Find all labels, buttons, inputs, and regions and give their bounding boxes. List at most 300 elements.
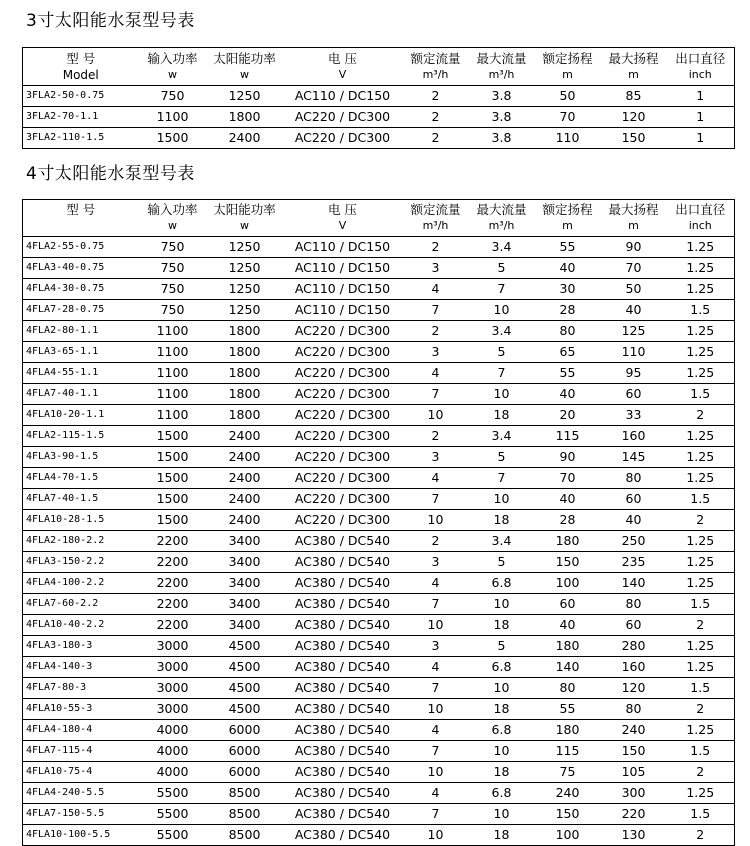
unit-model: [23, 218, 139, 237]
cell-rated-head: 100: [535, 573, 601, 594]
cell-max-flow: 10: [469, 678, 535, 699]
cell-input-power: 750: [139, 300, 207, 321]
cell-max-head: 95: [601, 363, 667, 384]
cell-rated-head: 115: [535, 426, 601, 447]
unit-rated-head: m: [562, 68, 573, 81]
cell-rated-flow: 3: [403, 342, 469, 363]
cell-outlet-diameter: 1.25: [667, 426, 735, 447]
unit-solar-power: w: [240, 68, 249, 81]
cell-solar-power: 6000: [207, 741, 283, 762]
cell-model: 4FLA10-20-1.1: [23, 405, 139, 426]
cell-max-flow: 3.8: [469, 107, 535, 128]
cell-rated-head: 110: [535, 128, 601, 149]
table-header: [23, 200, 735, 237]
table-row: [23, 86, 735, 107]
unit-rated-flow: m³/h: [422, 68, 449, 81]
header-max-head: 最大扬程: [608, 51, 659, 66]
cell-rated-head: 70: [535, 107, 601, 128]
table-row: [23, 510, 735, 531]
cell-solar-power: 6000: [207, 720, 283, 741]
cell-input-power: 1100: [139, 405, 207, 426]
cell-input-power: 3000: [139, 699, 207, 720]
cell-input-power: 2200: [139, 552, 207, 573]
cell-model: 4FLA7-80-3: [23, 678, 139, 699]
cell-solar-power: 1250: [207, 300, 283, 321]
cell-voltage: AC380 / DC540: [283, 615, 403, 636]
cell-outlet-diameter: 1.25: [667, 363, 735, 384]
cell-max-head: 60: [601, 615, 667, 636]
cell-input-power: 1500: [139, 447, 207, 468]
unit-max-head: m: [628, 68, 639, 81]
cell-voltage: AC220 / DC300: [283, 426, 403, 447]
cell-input-power: 4000: [139, 762, 207, 783]
cell-input-power: 1500: [139, 510, 207, 531]
cell-rated-flow: 2: [403, 237, 469, 258]
table-row: [23, 615, 735, 636]
cell-voltage: AC380 / DC540: [283, 825, 403, 846]
cell-rated-flow: 3: [403, 552, 469, 573]
cell-solar-power: 4500: [207, 678, 283, 699]
cell-rated-head: 100: [535, 825, 601, 846]
cell-model: 4FLA7-60-2.2: [23, 594, 139, 615]
cell-rated-head: 115: [535, 741, 601, 762]
cell-voltage: AC220 / DC300: [283, 363, 403, 384]
cell-model: 4FLA3-65-1.1: [23, 342, 139, 363]
table-row: [23, 741, 735, 762]
cell-model: 3FLA2-110-1.5: [23, 128, 139, 149]
cell-rated-flow: 3: [403, 447, 469, 468]
cell-rated-head: 180: [535, 720, 601, 741]
table-row: [23, 699, 735, 720]
cell-rated-head: 28: [535, 510, 601, 531]
cell-voltage: AC380 / DC540: [283, 657, 403, 678]
cell-max-head: 90: [601, 237, 667, 258]
cell-rated-head: 30: [535, 279, 601, 300]
cell-model: 4FLA2-115-1.5: [23, 426, 139, 447]
cell-max-head: 40: [601, 300, 667, 321]
header-input-power: 输入功率: [147, 51, 198, 66]
table-row: [23, 594, 735, 615]
cell-outlet-diameter: 1.5: [667, 384, 735, 405]
cell-voltage: AC380 / DC540: [283, 531, 403, 552]
cell-rated-head: 55: [535, 237, 601, 258]
cell-voltage: AC110 / DC150: [283, 300, 403, 321]
unit-outlet-diameter: inch: [688, 68, 712, 81]
cell-max-flow: 3.4: [469, 426, 535, 447]
pump-model-table-4inch: [22, 199, 735, 846]
cell-voltage: AC380 / DC540: [283, 552, 403, 573]
cell-rated-head: 60: [535, 594, 601, 615]
cell-outlet-diameter: 1.25: [667, 783, 735, 804]
cell-rated-head: 75: [535, 762, 601, 783]
cell-input-power: 750: [139, 279, 207, 300]
cell-model: 4FLA2-180-2.2: [23, 531, 139, 552]
cell-outlet-diameter: 1.5: [667, 741, 735, 762]
cell-max-flow: 7: [469, 363, 535, 384]
cell-voltage: AC220 / DC300: [283, 510, 403, 531]
table-row: [23, 426, 735, 447]
cell-rated-head: 40: [535, 258, 601, 279]
cell-outlet-diameter: 1.5: [667, 678, 735, 699]
cell-input-power: 2200: [139, 615, 207, 636]
cell-rated-head: 240: [535, 783, 601, 804]
cell-solar-power: 1250: [207, 258, 283, 279]
cell-max-head: 105: [601, 762, 667, 783]
cell-voltage: AC380 / DC540: [283, 804, 403, 825]
unit-solar-power: w: [240, 219, 249, 232]
cell-voltage: AC220 / DC300: [283, 342, 403, 363]
cell-solar-power: 8500: [207, 825, 283, 846]
cell-max-flow: 7: [469, 279, 535, 300]
cell-max-head: 120: [601, 107, 667, 128]
cell-max-flow: 3.4: [469, 531, 535, 552]
table-row: [23, 258, 735, 279]
cell-model: 4FLA4-70-1.5: [23, 468, 139, 489]
cell-model: 4FLA4-55-1.1: [23, 363, 139, 384]
table-row: [23, 783, 735, 804]
cell-max-flow: 10: [469, 300, 535, 321]
cell-rated-flow: 2: [403, 321, 469, 342]
cell-max-head: 60: [601, 384, 667, 405]
cell-max-flow: 18: [469, 615, 535, 636]
cell-max-flow: 10: [469, 384, 535, 405]
header-voltage: 电 压: [328, 202, 357, 217]
cell-solar-power: 2400: [207, 489, 283, 510]
cell-input-power: 2200: [139, 573, 207, 594]
unit-rated-flow: m³/h: [422, 219, 449, 232]
cell-max-flow: 5: [469, 636, 535, 657]
cell-rated-flow: 2: [403, 86, 469, 107]
cell-max-head: 120: [601, 678, 667, 699]
cell-max-head: 40: [601, 510, 667, 531]
cell-rated-flow: 7: [403, 594, 469, 615]
table-title-4inch: 4寸太阳能水泵型号表: [26, 164, 195, 184]
cell-model: 4FLA3-40-0.75: [23, 258, 139, 279]
cell-max-head: 125: [601, 321, 667, 342]
cell-model: 4FLA7-150-5.5: [23, 804, 139, 825]
cell-max-flow: 6.8: [469, 720, 535, 741]
table-row: [23, 468, 735, 489]
cell-voltage: AC380 / DC540: [283, 636, 403, 657]
cell-input-power: 750: [139, 258, 207, 279]
cell-max-flow: 3.8: [469, 128, 535, 149]
cell-rated-flow: 4: [403, 657, 469, 678]
table-row: [23, 128, 735, 149]
cell-rated-head: 55: [535, 699, 601, 720]
cell-rated-head: 140: [535, 657, 601, 678]
cell-input-power: 4000: [139, 741, 207, 762]
cell-rated-flow: 3: [403, 636, 469, 657]
cell-outlet-diameter: 1.5: [667, 594, 735, 615]
table-row: [23, 762, 735, 783]
cell-input-power: 2200: [139, 594, 207, 615]
cell-max-flow: 10: [469, 594, 535, 615]
cell-voltage: AC110 / DC150: [283, 279, 403, 300]
cell-max-head: 130: [601, 825, 667, 846]
cell-input-power: 3000: [139, 678, 207, 699]
cell-voltage: AC110 / DC150: [283, 258, 403, 279]
cell-solar-power: 8500: [207, 804, 283, 825]
table-row: [23, 342, 735, 363]
cell-input-power: 1100: [139, 384, 207, 405]
cell-outlet-diameter: 1: [667, 128, 735, 149]
cell-model: 4FLA3-150-2.2: [23, 552, 139, 573]
cell-input-power: 1500: [139, 468, 207, 489]
header-model: 型 号: [66, 51, 96, 66]
cell-max-flow: 6.8: [469, 783, 535, 804]
cell-outlet-diameter: 1.5: [667, 804, 735, 825]
table-row: [23, 384, 735, 405]
table-row: [23, 107, 735, 128]
header-model: 型 号: [66, 202, 96, 217]
units-row: [23, 67, 735, 86]
cell-max-head: 160: [601, 426, 667, 447]
cell-model: 4FLA7-115-4: [23, 741, 139, 762]
unit-rated-head: m: [562, 219, 573, 232]
cell-rated-flow: 10: [403, 405, 469, 426]
header-max-flow: 最大流量: [476, 51, 527, 66]
cell-input-power: 750: [139, 237, 207, 258]
cell-outlet-diameter: 2: [667, 510, 735, 531]
cell-rated-head: 150: [535, 552, 601, 573]
header-row: [23, 48, 735, 68]
cell-voltage: AC220 / DC300: [283, 447, 403, 468]
cell-solar-power: 8500: [207, 783, 283, 804]
cell-solar-power: 4500: [207, 636, 283, 657]
cell-max-head: 150: [601, 741, 667, 762]
header-solar-power: 太阳能功率: [213, 202, 276, 217]
table-title-3inch: 3寸太阳能水泵型号表: [26, 11, 195, 31]
cell-model: 4FLA7-28-0.75: [23, 300, 139, 321]
cell-max-head: 160: [601, 657, 667, 678]
cell-voltage: AC220 / DC300: [283, 384, 403, 405]
cell-rated-head: 40: [535, 384, 601, 405]
cell-solar-power: 2400: [207, 468, 283, 489]
cell-rated-head: 55: [535, 363, 601, 384]
header-rated-head: 额定扬程: [542, 51, 593, 66]
cell-max-head: 250: [601, 531, 667, 552]
cell-max-head: 80: [601, 594, 667, 615]
cell-solar-power: 3400: [207, 531, 283, 552]
cell-rated-flow: 10: [403, 615, 469, 636]
table-row: [23, 720, 735, 741]
cell-rated-head: 65: [535, 342, 601, 363]
cell-input-power: 1500: [139, 128, 207, 149]
cell-rated-flow: 10: [403, 762, 469, 783]
cell-rated-head: 180: [535, 636, 601, 657]
cell-rated-flow: 2: [403, 128, 469, 149]
unit-model: Model: [62, 68, 99, 82]
cell-solar-power: 2400: [207, 447, 283, 468]
cell-voltage: AC380 / DC540: [283, 783, 403, 804]
cell-model: 4FLA2-80-1.1: [23, 321, 139, 342]
unit-voltage: V: [338, 219, 347, 232]
cell-max-flow: 18: [469, 699, 535, 720]
cell-model: 4FLA2-55-0.75: [23, 237, 139, 258]
unit-voltage: V: [338, 68, 347, 81]
table-body: [23, 237, 735, 846]
cell-rated-head: 70: [535, 468, 601, 489]
cell-max-head: 235: [601, 552, 667, 573]
cell-model: 4FLA3-90-1.5: [23, 447, 139, 468]
cell-rated-flow: 2: [403, 531, 469, 552]
header-max-flow: 最大流量: [476, 202, 527, 217]
table-row: [23, 279, 735, 300]
cell-max-head: 300: [601, 783, 667, 804]
cell-model: 3FLA2-50-0.75: [23, 86, 139, 107]
cell-rated-head: 80: [535, 678, 601, 699]
cell-solar-power: 3400: [207, 594, 283, 615]
cell-rated-flow: 7: [403, 489, 469, 510]
table-body: [23, 86, 735, 149]
cell-input-power: 3000: [139, 636, 207, 657]
cell-max-head: 50: [601, 279, 667, 300]
cell-max-flow: 10: [469, 741, 535, 762]
cell-max-flow: 18: [469, 762, 535, 783]
cell-outlet-diameter: 2: [667, 615, 735, 636]
cell-outlet-diameter: 1.25: [667, 258, 735, 279]
cell-model: 4FLA10-40-2.2: [23, 615, 139, 636]
cell-max-flow: 3.4: [469, 237, 535, 258]
cell-max-head: 85: [601, 86, 667, 107]
cell-rated-flow: 4: [403, 573, 469, 594]
cell-rated-flow: 4: [403, 783, 469, 804]
cell-outlet-diameter: 1.25: [667, 657, 735, 678]
unit-outlet-diameter: inch: [688, 219, 712, 232]
cell-voltage: AC380 / DC540: [283, 762, 403, 783]
cell-voltage: AC220 / DC300: [283, 405, 403, 426]
cell-solar-power: 1250: [207, 86, 283, 107]
cell-max-head: 240: [601, 720, 667, 741]
cell-outlet-diameter: 1: [667, 86, 735, 107]
cell-input-power: 1100: [139, 321, 207, 342]
cell-solar-power: 3400: [207, 573, 283, 594]
cell-outlet-diameter: 2: [667, 825, 735, 846]
cell-model: 4FLA4-30-0.75: [23, 279, 139, 300]
cell-outlet-diameter: 1.25: [667, 573, 735, 594]
cell-model: 4FLA7-40-1.1: [23, 384, 139, 405]
cell-input-power: 1100: [139, 107, 207, 128]
unit-input-power: w: [168, 68, 177, 81]
cell-outlet-diameter: 1.25: [667, 279, 735, 300]
cell-voltage: AC380 / DC540: [283, 699, 403, 720]
cell-voltage: AC110 / DC150: [283, 86, 403, 107]
cell-rated-flow: 10: [403, 510, 469, 531]
cell-solar-power: 2400: [207, 510, 283, 531]
cell-rated-flow: 4: [403, 363, 469, 384]
cell-rated-flow: 10: [403, 699, 469, 720]
cell-input-power: 5500: [139, 804, 207, 825]
cell-voltage: AC110 / DC150: [283, 237, 403, 258]
cell-model: 4FLA4-240-5.5: [23, 783, 139, 804]
cell-max-flow: 7: [469, 468, 535, 489]
cell-rated-head: 90: [535, 447, 601, 468]
cell-max-flow: 10: [469, 489, 535, 510]
cell-input-power: 2200: [139, 531, 207, 552]
header-outlet-diameter: 出口直径: [675, 51, 726, 66]
cell-model: 4FLA10-75-4: [23, 762, 139, 783]
header-voltage: 电 压: [328, 51, 357, 66]
header-solar-power: 太阳能功率: [213, 51, 276, 66]
cell-voltage: AC380 / DC540: [283, 678, 403, 699]
cell-outlet-diameter: 1.25: [667, 636, 735, 657]
cell-max-flow: 5: [469, 447, 535, 468]
cell-max-head: 60: [601, 489, 667, 510]
cell-rated-flow: 7: [403, 300, 469, 321]
cell-input-power: 5500: [139, 825, 207, 846]
cell-outlet-diameter: 1: [667, 107, 735, 128]
cell-outlet-diameter: 1.25: [667, 237, 735, 258]
cell-outlet-diameter: 1.5: [667, 300, 735, 321]
cell-solar-power: 4500: [207, 699, 283, 720]
cell-model: 4FLA4-100-2.2: [23, 573, 139, 594]
unit-max-head: m: [628, 219, 639, 232]
cell-rated-flow: 3: [403, 258, 469, 279]
cell-rated-head: 40: [535, 489, 601, 510]
cell-input-power: 4000: [139, 720, 207, 741]
cell-solar-power: 1800: [207, 384, 283, 405]
cell-model: 4FLA3-180-3: [23, 636, 139, 657]
header-row: [23, 200, 735, 219]
cell-max-flow: 6.8: [469, 657, 535, 678]
table-row: [23, 678, 735, 699]
cell-solar-power: 3400: [207, 552, 283, 573]
cell-rated-flow: 7: [403, 741, 469, 762]
cell-rated-flow: 10: [403, 825, 469, 846]
cell-input-power: 1500: [139, 489, 207, 510]
cell-input-power: 750: [139, 86, 207, 107]
cell-voltage: AC220 / DC300: [283, 107, 403, 128]
header-rated-head: 额定扬程: [542, 202, 593, 217]
cell-rated-head: 28: [535, 300, 601, 321]
cell-max-flow: 3.8: [469, 86, 535, 107]
cell-outlet-diameter: 1.25: [667, 321, 735, 342]
cell-rated-flow: 4: [403, 720, 469, 741]
cell-rated-flow: 4: [403, 468, 469, 489]
table-row: [23, 405, 735, 426]
cell-outlet-diameter: 1.25: [667, 342, 735, 363]
cell-solar-power: 1800: [207, 321, 283, 342]
header-max-head: 最大扬程: [608, 202, 659, 217]
cell-voltage: AC380 / DC540: [283, 720, 403, 741]
cell-max-flow: 3.4: [469, 321, 535, 342]
cell-model: 4FLA10-28-1.5: [23, 510, 139, 531]
cell-outlet-diameter: 1.25: [667, 447, 735, 468]
cell-rated-flow: 7: [403, 678, 469, 699]
table-row: [23, 804, 735, 825]
cell-outlet-diameter: 2: [667, 699, 735, 720]
cell-max-flow: 5: [469, 342, 535, 363]
cell-rated-flow: 7: [403, 384, 469, 405]
cell-rated-flow: 2: [403, 426, 469, 447]
cell-input-power: 1500: [139, 426, 207, 447]
table-row: [23, 573, 735, 594]
cell-outlet-diameter: 2: [667, 762, 735, 783]
cell-rated-head: 50: [535, 86, 601, 107]
cell-solar-power: 1800: [207, 405, 283, 426]
cell-max-head: 33: [601, 405, 667, 426]
cell-max-flow: 18: [469, 510, 535, 531]
cell-solar-power: 1250: [207, 279, 283, 300]
cell-solar-power: 3400: [207, 615, 283, 636]
cell-solar-power: 4500: [207, 657, 283, 678]
cell-rated-flow: 7: [403, 804, 469, 825]
table-row: [23, 657, 735, 678]
cell-voltage: AC380 / DC540: [283, 573, 403, 594]
table-row: [23, 363, 735, 384]
table-row: [23, 300, 735, 321]
cell-voltage: AC220 / DC300: [283, 128, 403, 149]
